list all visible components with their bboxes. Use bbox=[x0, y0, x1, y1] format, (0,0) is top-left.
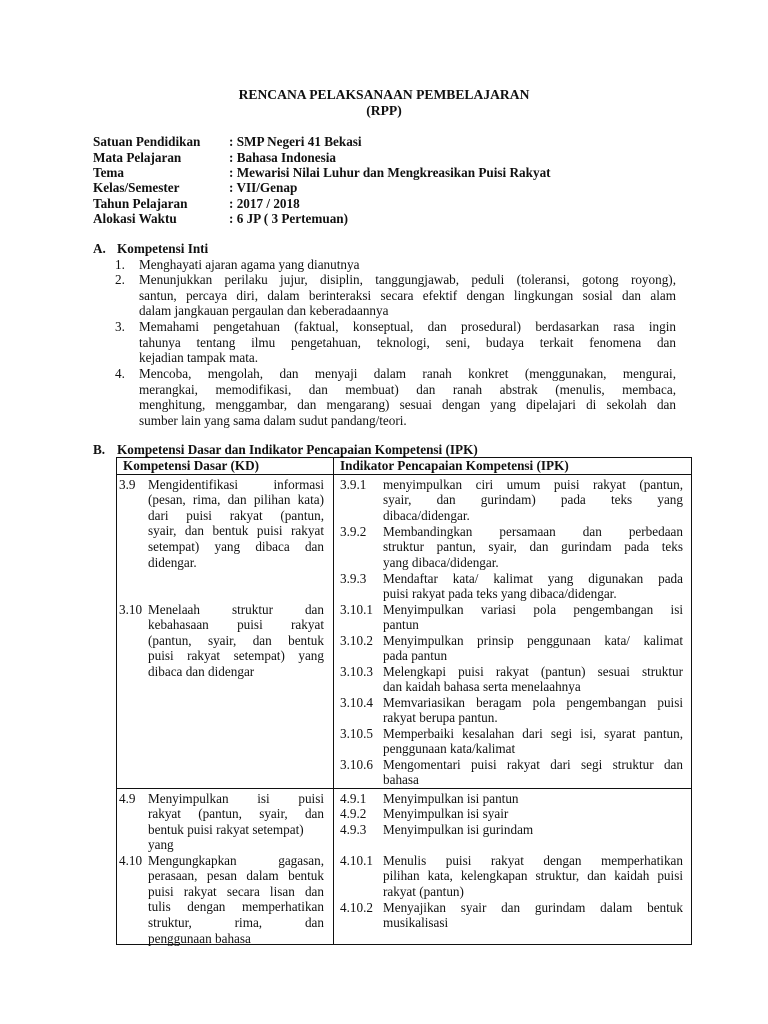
ipk-text-line: pada pantun bbox=[383, 648, 448, 664]
item-text-line: santun, percaya diri, dalam berinteraksi secara efektif dengan lingkungan sosial dan alam bbox=[139, 287, 676, 303]
identity-key: Kelas/Semester bbox=[93, 180, 180, 195]
ipk-text-line: musikalisasi bbox=[383, 915, 449, 931]
ipk-text-line: rakyat (pantun) bbox=[383, 883, 464, 899]
identity-key: Alokasi Waktu bbox=[93, 211, 177, 226]
column-header-kd: Kompetensi Dasar (KD) bbox=[117, 458, 334, 475]
ipk-text-line: Membandingkan persamaan dan perbedaan bbox=[383, 523, 683, 539]
ipk-number: 3.10.5 bbox=[340, 725, 373, 741]
kd-number: 4.9 bbox=[119, 790, 136, 806]
ipk-number: 3.9.1 bbox=[340, 476, 367, 492]
ipk-text-line: menyimpulkan ciri umum puisi rakyat (pantun, bbox=[383, 476, 683, 492]
kd-text-line: Menelaah struktur dan bbox=[148, 601, 324, 617]
identity-value: : SMP Negeri 41 Bekasi bbox=[229, 134, 362, 149]
kd-text-line: perasaan, pesan dalam bentuk bbox=[148, 868, 324, 884]
item-text-line: Menunjukkan perilaku jujur, disiplin, tanggungjawab, peduli (toleransi, gotong royong), bbox=[139, 272, 676, 287]
item-text-line: merangkai, memodifikasi, dan membuat) dan ranah abstrak (menulis, membaca, bbox=[139, 381, 676, 397]
document-subtitle: (RPP) bbox=[366, 103, 402, 118]
kd-text-line: bentuk puisi rakyat setempat) bbox=[148, 821, 304, 837]
ipk-number: 3.10.6 bbox=[340, 756, 373, 772]
ipk-number: 4.9.2 bbox=[340, 805, 367, 821]
ipk-text-line: Menyimpulkan prinsip penggunaan kata/ kalimat bbox=[383, 632, 683, 648]
ipk-text-line: Menyimpulkan isi pantun bbox=[383, 790, 519, 806]
identity-key: Tahun Pelajaran bbox=[93, 196, 188, 211]
kd-text-line: puisi rakyat secara lisan dan bbox=[148, 883, 324, 899]
kd-text-line: tulis dengan memperhatikan bbox=[148, 899, 324, 915]
ipk-number: 3.9.3 bbox=[340, 570, 367, 586]
ipk-text-line: Menyimpulkan isi gurindam bbox=[383, 821, 534, 837]
section-title: Kompetensi Dasar dan Indikator Pencapaian Kompetensi (IPK) bbox=[117, 442, 478, 457]
ipk-text-line: struktur pantun, syair, dan gurindam pada teks bbox=[383, 539, 683, 555]
kd-text-line: syair, dan bentuk puisi rakyat bbox=[148, 523, 324, 539]
kd-text-line: setempat) yang dibaca dan bbox=[148, 538, 324, 554]
table-header-row bbox=[117, 458, 692, 475]
ipk-text-line: Memperbaiki kesalahan dari segi isi, syarat pantun, bbox=[383, 725, 683, 741]
item-text-line: dalam jangkauan pergaulan dan keberadaannya bbox=[139, 303, 389, 319]
kd-number: 3.10 bbox=[119, 601, 143, 617]
item-text-line: Mencoba, mengolah, dan menyaji dalam ranah konkret (menggunakan, mengurai, bbox=[139, 366, 676, 381]
identity-key: Satuan Pendidikan bbox=[93, 134, 201, 149]
section-letter: A. bbox=[93, 241, 106, 256]
table-row bbox=[117, 474, 692, 788]
ipk-number: 4.10.1 bbox=[340, 852, 373, 868]
ipk-text-line: dibaca/didengar. bbox=[383, 507, 470, 523]
ipk-text-line: Melengkapi puisi rakyat (pantun) sesuai struktur bbox=[383, 663, 683, 679]
ipk-text-line: Menyimpulkan isi syair bbox=[383, 805, 509, 821]
kd-text-line: (pantun, syair, dan bentuk bbox=[148, 632, 324, 648]
ipk-number: 4.9.1 bbox=[340, 790, 367, 806]
identity-value: : VII/Genap bbox=[229, 180, 298, 195]
document-title: RENCANA PELAKSANAAN PEMBELAJARAN bbox=[238, 87, 530, 102]
ipk-text-line: pilihan kata, kelengkapan struktur, dan kaidah puisi bbox=[383, 868, 683, 884]
ipk-text-line: Menyajikan syair dan gurindam dalam bentuk bbox=[383, 899, 683, 915]
section-title: Kompetensi Inti bbox=[117, 241, 209, 256]
ipk-number: 3.10.4 bbox=[340, 694, 373, 710]
kd-cell bbox=[117, 788, 334, 944]
kd-text-line: puisi rakyat setempat) yang bbox=[148, 648, 324, 664]
ipk-text-line: Mendaftar kata/ kalimat yang digunakan pada bbox=[383, 570, 683, 586]
ipk-text-line: dan kaidah bahasa serta menelaahnya bbox=[383, 679, 581, 695]
ipk-number: 4.9.3 bbox=[340, 821, 367, 837]
column-header-ipk: Indikator Pencapaian Kompetensi (IPK) bbox=[334, 458, 692, 475]
item-number: 4. bbox=[115, 366, 125, 381]
ipk-number: 3.10.1 bbox=[340, 601, 373, 617]
item-text-line: Memahami pengetahuan (faktual, konseptual, dan prosedural) berdasarkan rasa ingin bbox=[139, 319, 676, 334]
kd-text-line: dibaca dan didengar bbox=[148, 663, 255, 679]
item-text-line: kejadian tampak mata. bbox=[139, 350, 259, 366]
kd-number: 3.9 bbox=[119, 476, 136, 492]
item-number: 1. bbox=[115, 257, 125, 272]
ipk-number: 3.10.2 bbox=[340, 632, 373, 648]
table-row bbox=[117, 788, 692, 944]
identity-value: : Mewarisi Nilai Luhur dan Mengkreasikan Puisi Rakyat bbox=[229, 165, 551, 180]
identity-value: : Bahasa Indonesia bbox=[229, 150, 337, 165]
kd-text-line: penggunaan bahasa bbox=[148, 930, 251, 946]
kd-text-line: Mengungkapkan gagasan, bbox=[148, 852, 324, 868]
ipk-text-line: penggunaan kata/kalimat bbox=[383, 741, 516, 757]
ipk-cell bbox=[334, 474, 692, 788]
ipk-text-line: syair, dan gurindam) pada teks yang bbox=[383, 492, 683, 508]
ipk-text-line: yang dibaca/didengar. bbox=[383, 554, 499, 570]
item-text-line: menghitung, menggambar, dan mengarang) sesuai dengan yang dipelajari di sekolah dan bbox=[139, 397, 676, 413]
kd-text-line: (pesan, rima, dan pilihan kata) bbox=[148, 492, 324, 508]
item-number: 3. bbox=[115, 319, 125, 334]
kd-text-line: dari puisi rakyat (pantun, bbox=[148, 507, 324, 523]
ipk-number: 3.10.3 bbox=[340, 663, 373, 679]
item-text-line: sumber lain yang sama dalam sudut pandang/teori. bbox=[139, 412, 407, 428]
ipk-text-line: pantun bbox=[383, 617, 419, 633]
ipk-text-line: Memvariasikan beragam pola pengembangan puisi bbox=[383, 694, 683, 710]
identity-value: : 6 JP ( 3 Pertemuan) bbox=[229, 211, 349, 226]
ipk-number: 4.10.2 bbox=[340, 899, 373, 915]
ipk-cell bbox=[334, 788, 692, 944]
kd-text-line: didengar. bbox=[148, 554, 197, 570]
kd-text-line: Mengidentifikasi informasi bbox=[148, 476, 324, 492]
kd-cell bbox=[117, 474, 334, 788]
ipk-text-line: rakyat berupa pantun. bbox=[383, 710, 498, 726]
identity-value: : 2017 / 2018 bbox=[229, 196, 300, 211]
ipk-text-line: Mengomentari puisi rakyat dari segi struktur dan bbox=[383, 756, 683, 772]
kd-ipk-table bbox=[116, 457, 692, 945]
item-text-line: tahunya tentang ilmu pengetahuan, teknologi, seni, budaya terkait fenomena dan bbox=[139, 334, 676, 350]
section-letter: B. bbox=[93, 442, 106, 457]
ipk-text-line: puisi rakyat pada teks yang dibaca/didengar. bbox=[383, 586, 617, 602]
kd-text-line: Menyimpulkan isi puisi bbox=[148, 790, 324, 806]
item-text-line: Menghayati ajaran agama yang dianutnya bbox=[139, 257, 360, 272]
ipk-text-line: Menulis puisi rakyat dengan memperhatikan bbox=[383, 852, 683, 868]
kd-text-line: struktur, rima, dan bbox=[148, 914, 324, 930]
kd-text-line: rakyat (pantun, syair, dan bbox=[148, 806, 324, 822]
item-number: 2. bbox=[115, 272, 125, 287]
identity-key: Tema bbox=[93, 165, 125, 180]
ipk-number: 3.9.2 bbox=[340, 523, 367, 539]
ipk-text-line: bahasa bbox=[383, 772, 419, 788]
ipk-text-line: Menyimpulkan variasi pola pengembangan isi bbox=[383, 601, 683, 617]
kd-text-line: kebahasaan puisi rakyat bbox=[148, 617, 324, 633]
identity-key: Mata Pelajaran bbox=[93, 150, 182, 165]
kd-number: 4.10 bbox=[119, 852, 143, 868]
kd-text-line: yang bbox=[148, 837, 174, 853]
